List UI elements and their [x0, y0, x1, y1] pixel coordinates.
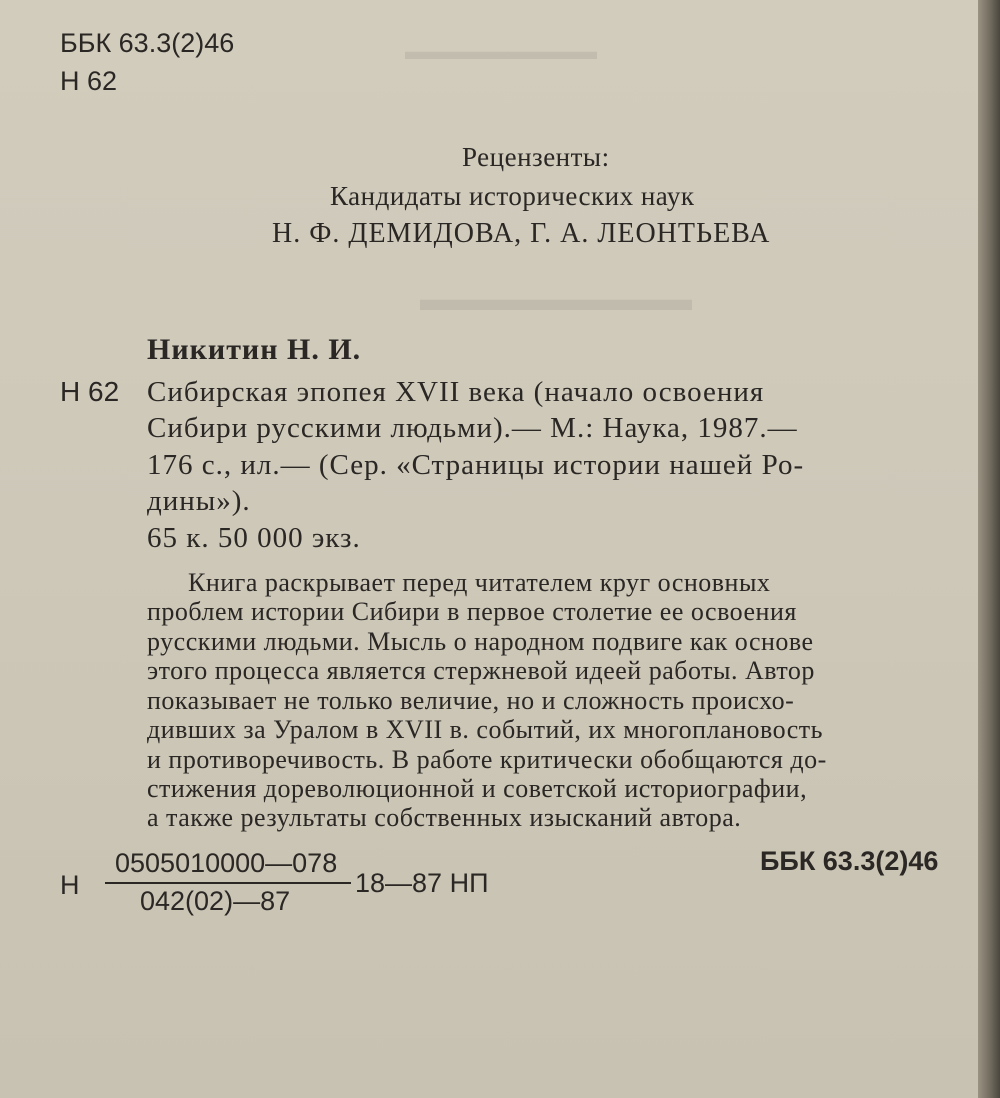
bleed-through-text: ▬▬▬▬▬▬▬▬ [420, 280, 692, 318]
abstract-line: этого процесса является стержневой идеей работы. Автор [147, 656, 815, 685]
reviewers-heading: Рецензенты: [462, 142, 610, 172]
bibliography-line: Сибири русскими людьми).— М.: Наука, 1987.— [147, 412, 798, 444]
abstract-line: русскими людьми. Мысль о народном подвиге как основе [147, 627, 814, 656]
bbk-code: ББК 63.3(2)46 [60, 28, 235, 58]
abstract-line: Книга раскрывает перед читателем круг основных [188, 568, 771, 597]
price-print-run: 65 к. 50 000 экз. [147, 522, 361, 554]
reviewers-qualification: Кандидаты исторических наук [330, 181, 695, 211]
bleed-through-text: ▬▬▬▬▬▬▬▬ [405, 38, 597, 65]
index-letter: Н [60, 870, 80, 900]
abstract-line: а также результаты собственных изысканий автора. [147, 803, 742, 832]
bbk-code-footer: ББК 63.3(2)46 [760, 846, 939, 876]
catalog-author-mark: Н 62 [60, 376, 120, 407]
bibliography-line: Сибирская эпопея XVII века (начало освоения [147, 376, 765, 408]
book-spine-edge [978, 0, 1000, 1098]
publisher-code: 18—87 НП [355, 868, 489, 898]
abstract-line: и противоречивость. В работе критически обобщаются до- [147, 745, 827, 774]
author-mark: Н 62 [60, 66, 118, 96]
bibliography-line: дины»). [147, 485, 251, 517]
abstract-line: стижения дореволюционной и советской историографии, [147, 774, 808, 803]
index-denominator: 042(02)—87 [140, 886, 291, 916]
bibliography-line: 176 с., ил.— (Сер. «Страницы истории нашей Ро- [147, 449, 805, 481]
fraction-bar [105, 882, 351, 884]
abstract-line: дивших за Уралом в XVII в. событий, их многоплановость [147, 715, 823, 744]
author-name: Никитин Н. И. [147, 333, 362, 366]
abstract-line: проблем истории Сибири в первое столетие ее освоения [147, 597, 797, 626]
index-numerator: 0505010000—078 [115, 848, 338, 878]
reviewers-names: Н. Ф. ДЕМИДОВА, Г. А. ЛЕОНТЬЕВА [272, 218, 771, 249]
abstract-line: показывает не только величие, но и сложность происхо- [147, 686, 795, 715]
